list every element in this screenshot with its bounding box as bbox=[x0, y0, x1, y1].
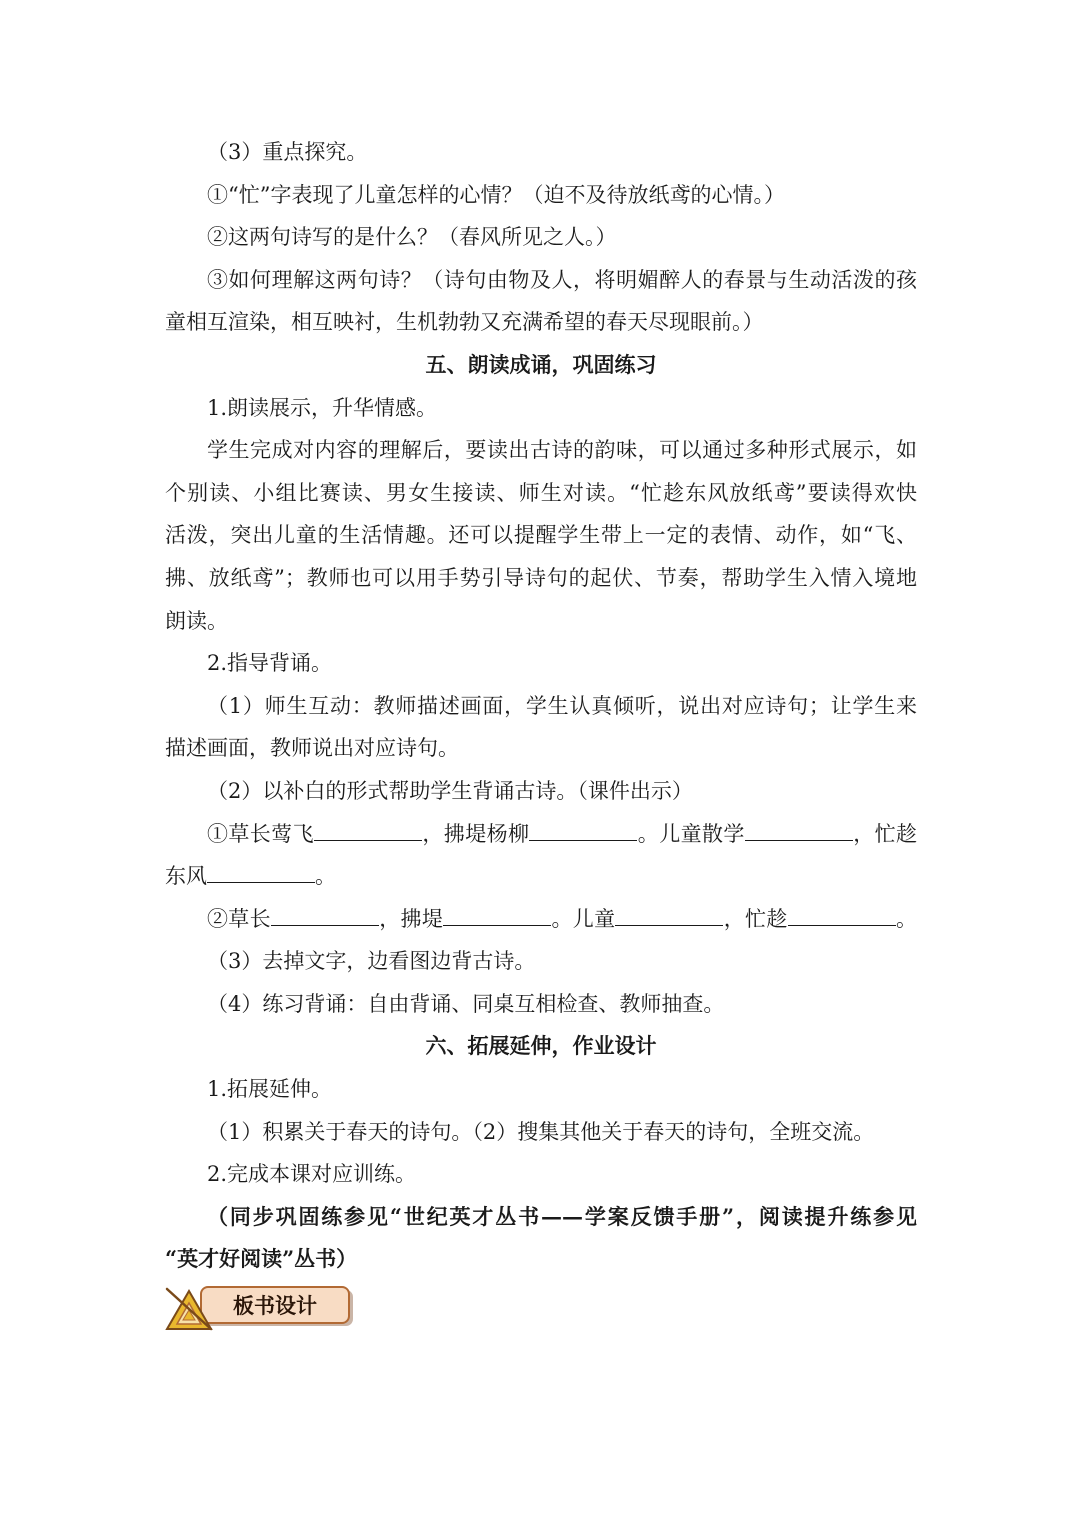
fill-blank-2-text-5: 。 bbox=[895, 906, 917, 931]
board-design-badge bbox=[165, 1285, 357, 1331]
fill-blank-2-text-2: ，拂堤 bbox=[378, 906, 444, 931]
reference-note-line-1: （同步巩固练参见“世纪英才丛书——学案反馈手册”，阅读提升练参见 bbox=[207, 1203, 917, 1229]
fill-blank-1-blank-3 bbox=[745, 822, 853, 841]
fill-blank-1-blank-2 bbox=[529, 822, 637, 841]
board-design-label: 板书设计 bbox=[233, 1294, 317, 1318]
sub-item-1-line-2: 描述画面，教师说出对应诗句。 bbox=[165, 736, 459, 761]
fill-blank-1-text-3: 。儿童散学 bbox=[637, 821, 745, 846]
paragraph-line-3: 活泼，突出儿童的生活情趣。还可以提醒学生带上一定的表情、动作，如“飞、 bbox=[165, 523, 917, 548]
board-design-badge-graphic bbox=[165, 1285, 357, 1331]
question-3-line-2: 童相互渲染，相互映衬，生机勃勃又充满希望的春天尽现眼前。） bbox=[165, 310, 764, 335]
fill-blank-2-blank-4 bbox=[788, 907, 896, 926]
sub-item-3: （3）去掉文字，边看图边背古诗。 bbox=[207, 949, 536, 974]
fill-blank-1-text-5: 东风 bbox=[165, 864, 207, 889]
question-3-line-1: ③如何理解这两句诗？（诗句由物及人，将明媚醉人的春景与生动活泼的孩 bbox=[207, 267, 917, 292]
section-five-item-1: 1.朗读展示，升华情感。 bbox=[207, 395, 438, 420]
fill-blank-2-text-3: 。儿童 bbox=[551, 906, 616, 931]
section-six-item-1: 1.拓展延伸。 bbox=[207, 1077, 333, 1102]
sub-item-1-line-1: （1）师生互动：教师描述画面，学生认真倾听，说出对应诗句；让学生来 bbox=[207, 693, 917, 718]
sub-item-4: （4）练习背诵：自由背诵、同桌互相检查、教师抽查。 bbox=[207, 991, 725, 1016]
fill-blank-2-text-1: ②草长 bbox=[207, 906, 271, 931]
fill-blank-1-text-2: ，拂堤杨柳 bbox=[422, 821, 530, 846]
paragraph-line-5: 朗读。 bbox=[165, 608, 228, 633]
paragraph-line-1: 学生完成对内容的理解后，要读出古诗的韵味，可以通过多种形式展示，如 bbox=[207, 438, 917, 463]
section-five-item-2: 2.指导背诵。 bbox=[207, 651, 333, 676]
fill-blank-2-line bbox=[165, 898, 917, 941]
section-six-title: 六、拓展延伸，作业设计 bbox=[425, 1033, 657, 1059]
fill-blank-2-text-4: ，忙趁 bbox=[723, 906, 788, 931]
question-1: ①“忙”字表现了儿童怎样的心情？（迫不及待放纸鸢的心情。） bbox=[207, 182, 785, 207]
paragraph-line-4: 拂、放纸鸢”；教师也可以用手势引导诗句的起伏、节奏，帮助学生入情入境地 bbox=[165, 565, 917, 590]
section-six-item-2: 2.完成本课对应训练。 bbox=[207, 1162, 417, 1187]
fill-blank-1-text-6: 。 bbox=[315, 864, 336, 889]
fill-blank-1-line-1 bbox=[165, 813, 917, 856]
fill-blank-2-blank-3 bbox=[615, 907, 723, 926]
paragraph-line-2: 个别读、小组比赛读、男女生接读、师生对读。“忙趁东风放纸鸢”要读得欢快 bbox=[165, 480, 917, 505]
subheading-focus-inquiry: （3）重点探究。 bbox=[207, 140, 368, 164]
reference-note-line-2: “英才好阅读”丛书） bbox=[165, 1246, 358, 1272]
document-body bbox=[165, 131, 917, 1281]
fill-blank-1-blank-1 bbox=[314, 822, 422, 841]
fill-blank-1-blank-4 bbox=[207, 864, 315, 883]
fill-blank-2-blank-2 bbox=[443, 907, 551, 926]
fill-blank-1-text-1: ①草长莺飞 bbox=[207, 821, 314, 846]
section-six-sub-items: （1）积累关于春天的诗句。（2）搜集其他关于春天的诗句，全班交流。 bbox=[207, 1119, 875, 1144]
question-2: ②这两句诗写的是什么？（春风所见之人。） bbox=[207, 225, 617, 250]
sub-item-2: （2）以补白的形式帮助学生背诵古诗。（课件出示） bbox=[207, 778, 693, 803]
section-five-title: 五、朗读成诵，巩固练习 bbox=[425, 351, 657, 377]
fill-blank-1-text-4: ，忙趁 bbox=[852, 821, 918, 846]
fill-blank-2-blank-1 bbox=[271, 907, 379, 926]
fill-blank-1-line-2 bbox=[165, 855, 917, 898]
